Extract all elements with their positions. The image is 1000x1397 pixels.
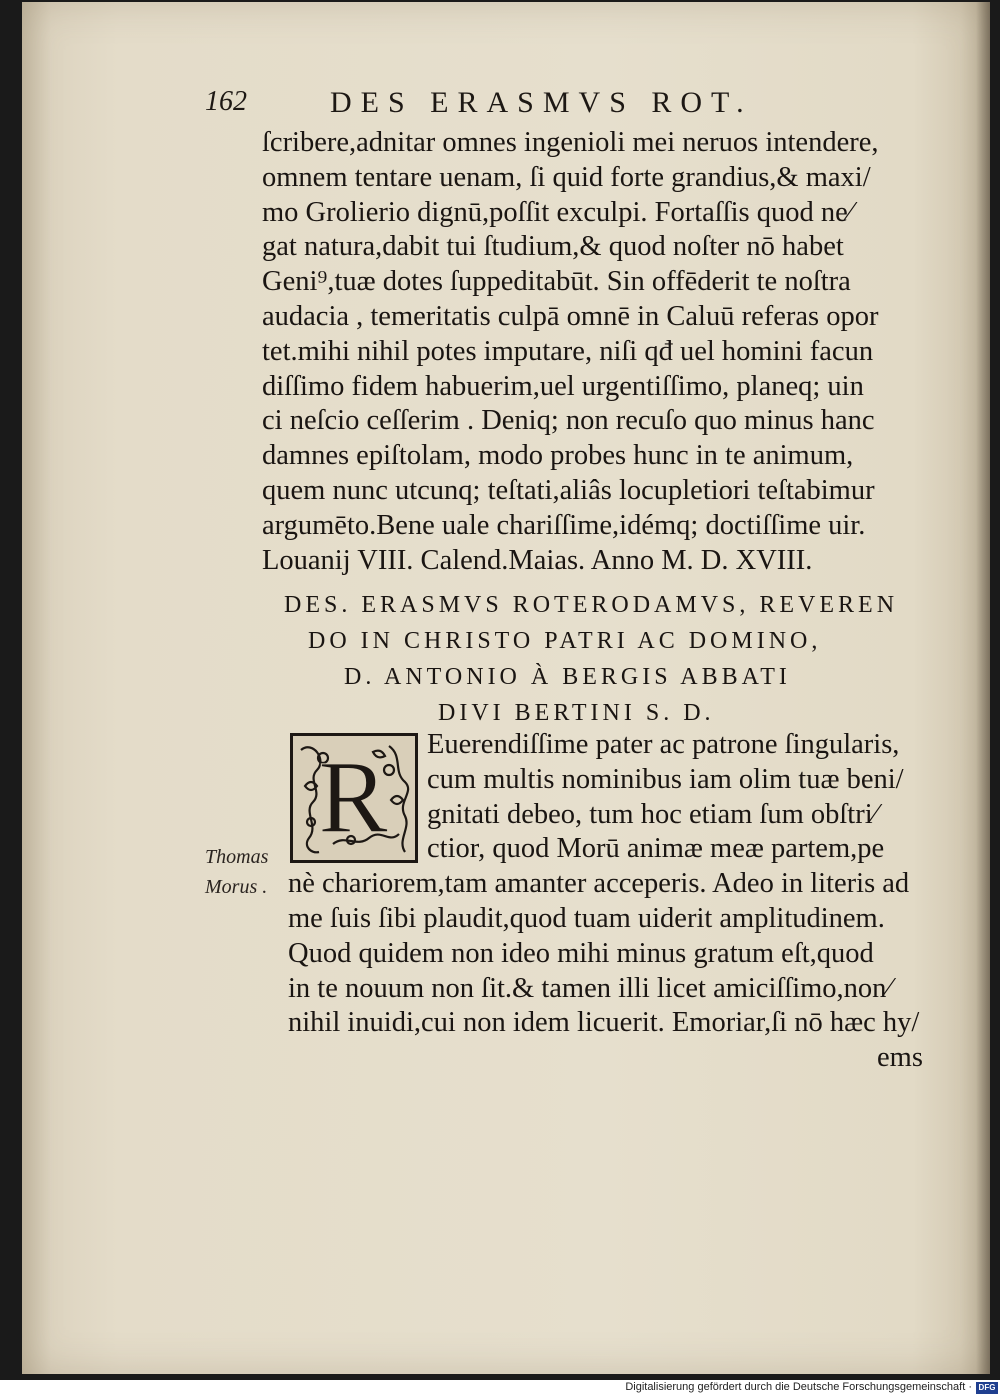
heading-line: DIVI BERTINI S. D. <box>438 700 715 726</box>
body-text <box>262 126 922 578</box>
page-edge-shadow <box>976 2 990 1374</box>
letter-line: gnitati debeo, tum hoc etiam ſum obſtri⁄ <box>427 798 878 830</box>
margin-note <box>205 842 295 902</box>
letter-line: cum multis nominibus iam olim tuæ beni/ <box>427 763 904 795</box>
letter-text <box>262 728 932 1076</box>
heading-line: DO IN CHRISTO PATRI AC DOMINO, <box>308 628 822 654</box>
margin-note-line: Thomas <box>205 846 269 868</box>
running-head: DES ERASMVS ROT. <box>330 86 753 119</box>
letter-heading <box>262 587 922 731</box>
body-line: audacia , temeritatis culpā omnē in Caluū referas opor <box>262 300 879 332</box>
letter-line: me ſuis ſibi plaudit,quod tuam uiderit amplitudinem. <box>288 902 885 934</box>
dfg-logo: DFG <box>976 1382 998 1394</box>
dateline: Louanij VIII. Calend.Maias. Anno M. D. XVIII. <box>262 544 813 576</box>
letter-line: Euerendiſſime pater ac patrone ſingularis, <box>427 729 900 760</box>
body-line: quem nunc utcunq; teſtati,aliâs locupletiori teſtabimur <box>262 474 875 506</box>
heading-line: DES. ERASMVS ROTERODAMVS, REVEREN <box>284 592 899 618</box>
digitization-footer <box>0 1380 1000 1397</box>
body-line: diſſimo fidem habuerim,uel urgentiſſimo, planeq; uin <box>262 370 864 402</box>
body-line: ci neſcio ceſſerim . Deniq; non recuſo quo minus hanc <box>262 405 875 437</box>
body-line: omnem tentare uenam, ſi quid forte grandius,& maxi/ <box>262 161 871 193</box>
catchword: ems <box>877 1042 923 1074</box>
letter-line: ctior, quod Morū animæ meæ partem,pe <box>427 833 885 865</box>
letter-line: Quod quidem non ideo mihi minus gratum eſt,quod <box>288 937 874 969</box>
heading-line: D. ANTONIO À BERGIS ABBATI <box>344 664 791 690</box>
body-line: ſcribere,adnitar omnes ingenioli mei neruos intendere, <box>262 127 879 158</box>
body-line: tet.mihi nihil potes imputare, niſi qđ uel homini facun <box>262 335 874 367</box>
funding-credit: Digitalisierung gefördert durch die Deutsche Forschungsgemeinschaft · <box>625 1381 972 1393</box>
page-number: 162 <box>205 86 247 117</box>
letter-line: nihil inuidi,cui non idem licuerit. Emoriar,ſi nō hæc hy/ <box>288 1007 920 1039</box>
page-header <box>205 80 895 120</box>
initial-letter: R <box>318 740 388 855</box>
body-line: argumēto.Bene uale chariſſime,idémq; doctiſſime uir. <box>262 509 866 541</box>
body-line: Geni⁹,tuæ dotes ſuppeditabūt. Sin offēderit te noſtra <box>262 266 851 298</box>
margin-note-line: Morus . <box>205 876 268 898</box>
body-line: gat natura,dabit tui ſtudium,& quod noſter nō habet <box>262 231 844 263</box>
body-line: mo Grolierio dignū,poſſit exculpi. Fortaſſis quod ne⁄ <box>262 196 853 228</box>
letter-line: nè chariorem,tam amanter acceperis. Adeo in literis ad <box>288 868 910 900</box>
body-line: damnes epiſtolam, modo probes hunc in te animum, <box>262 440 854 472</box>
letter-line: in te nouum non ſit.& tamen illi licet amiciſſimo,non⁄ <box>288 972 892 1004</box>
